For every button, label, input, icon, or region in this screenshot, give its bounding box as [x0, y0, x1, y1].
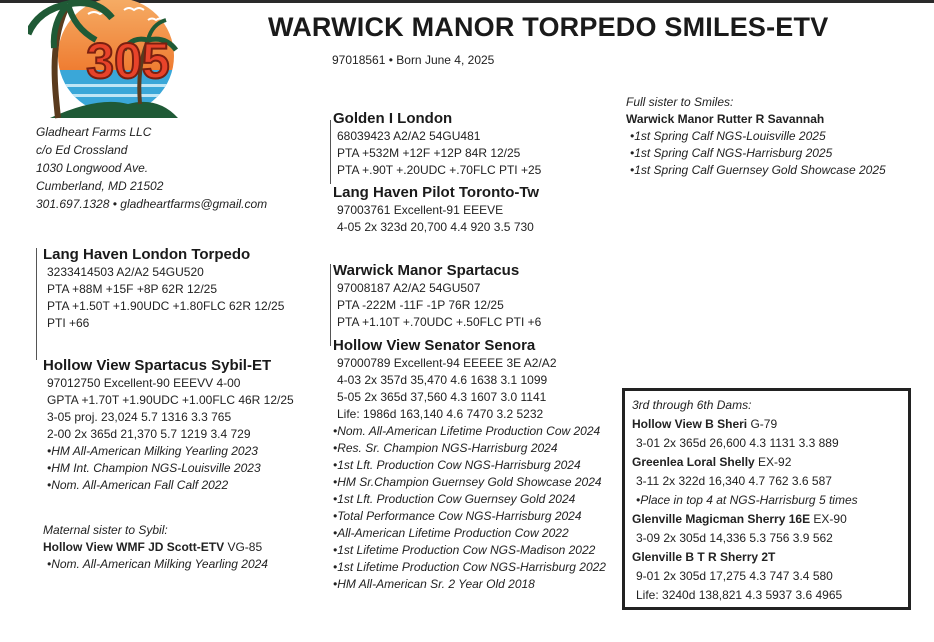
sire-info: 3233414503 A2/A2 54GU520 [47, 265, 204, 279]
sire-sire-info: PTA +.90T +.20UDC +.70FLC PTI +25 [337, 163, 542, 177]
dam-dam-name: Hollow View Senator Senora [333, 337, 536, 354]
dam-block [43, 357, 294, 494]
dams-box-entry-name: Glenville B T R Sherry 2T [632, 550, 776, 564]
dam-dam-record: 5-05 2x 365d 37,560 4.3 1607 3.0 1141 [337, 390, 547, 404]
full-sister-name: Warwick Manor Rutter R Savannah [626, 112, 825, 126]
dam-dam-honor: •HM Sr.Champion Guernsey Gold Showcase 2024 [333, 475, 602, 489]
dam-dam-info: 97000789 Excellent-94 EEEEE 3E A2/A2 [337, 356, 557, 370]
dam-dam-record: 4-03 2x 357d 35,470 4.6 1638 3.1 1099 [337, 373, 548, 387]
pedigree-bracket [330, 120, 331, 184]
dam-dam-honor: •Res. Sr. Champion NGS-Harrisburg 2024 [333, 441, 558, 455]
full-sister-intro: Full sister to Smiles: [626, 95, 734, 109]
farm-contact: 301.697.1328 • gladheartfarms@gmail.com [36, 197, 268, 211]
dam-honor: •HM Int. Champion NGS-Louisville 2023 [47, 461, 261, 475]
maternal-sister-name: Hollow View WMF JD Scott-ETV [43, 540, 225, 554]
sire-info: PTI +66 [47, 316, 90, 330]
dams-box-entry-name: Hollow View B Sheri [632, 417, 748, 431]
maternal-sister-intro: Maternal sister to Sybil: [43, 523, 168, 537]
dam-dam-honor: •1st Lifetime Production Cow NGS-Harrisburg 2022 [333, 560, 606, 574]
dams-box-record: 3-01 2x 365d 26,600 4.3 1131 3.3 889 [636, 436, 839, 450]
dams-box-record: 3-09 2x 305d 14,336 5.3 756 3.9 562 [636, 531, 833, 545]
dam-honor: •HM All-American Milking Yearling 2023 [47, 444, 258, 458]
animal-id-birthdate: 97018561 • Born June 4, 2025 [332, 53, 495, 67]
dam-dam-honor: •Nom. All-American Lifetime Production Cow 2024 [333, 424, 601, 438]
dams-box-entry-name: Greenlea Loral Shelly [632, 455, 755, 469]
full-sister-block [626, 94, 886, 179]
farm-line: Cumberland, MD 21502 [36, 179, 164, 193]
dams-box-entry-score: G-79 [747, 417, 778, 431]
sire-dam-name: Lang Haven Pilot Toronto-Tw [333, 184, 540, 201]
sire-name: Lang Haven London Torpedo [43, 246, 251, 263]
sire-sire-block [333, 110, 541, 179]
dam-dam-block [333, 337, 606, 593]
logo-text: 305 [86, 33, 170, 89]
sire-dam-block [333, 184, 539, 236]
farm-line: 1030 Longwood Ave. [36, 161, 149, 175]
pedigree-bracket [330, 264, 331, 346]
sire-block [43, 246, 284, 332]
sire-dam-info: 97003761 Excellent-91 EEEVE [337, 203, 504, 217]
dam-dam-honor: •All-American Lifetime Production Cow 2022 [333, 526, 569, 540]
dam-sire-info: PTA +1.10T +.70UDC +.50FLC PTI +6 [337, 315, 542, 329]
dams-box-entry-score: EX-92 [754, 455, 792, 469]
dam-record: 2-00 2x 365d 21,370 5.7 1219 3.4 729 [47, 427, 251, 441]
maternal-sister-honor: •Nom. All-American Milking Yearling 2024 [47, 557, 268, 571]
dam-name: Hollow View Spartacus Sybil-ET [43, 357, 272, 374]
farm-logo [28, 0, 188, 122]
dam-sire-block [333, 262, 541, 331]
dam-dam-honor: •1st Lft. Production Cow Guernsey Gold 2024 [333, 492, 576, 506]
dam-sire-name: Warwick Manor Spartacus [333, 262, 520, 279]
dams-box-honor: •Place in top 4 at NGS-Harrisburg 5 times [636, 493, 858, 507]
dam-dam-record: Life: 1986d 163,140 4.6 7470 3.2 5232 [337, 407, 544, 421]
full-sister-honor: •1st Spring Calf NGS-Harrisburg 2025 [630, 146, 833, 160]
dam-dam-honor: •HM All-American Sr. 2 Year Old 2018 [333, 577, 535, 591]
farm-address [36, 123, 267, 213]
dam-dam-honor: •1st Lifetime Production Cow NGS-Madison 2022 [333, 543, 596, 557]
dam-dam-honor: •1st Lft. Production Cow NGS-Harrisburg 2024 [333, 458, 581, 472]
pedigree-bracket [36, 248, 37, 360]
dam-dam-honor: •Total Performance Cow NGS-Harrisburg 2024 [333, 509, 582, 523]
dam-info: GPTA +1.70T +1.90UDC +1.00FLC 46R 12/25 [47, 393, 294, 407]
maternal-sister-score: VG-85 [224, 540, 263, 554]
sire-info: PTA +88M +15F +8P 62R 12/25 [47, 282, 218, 296]
sire-sire-name: Golden I London [333, 110, 453, 127]
sire-sire-info: PTA +532M +12F +12P 84R 12/25 [337, 146, 521, 160]
dams-box-record: 3-11 2x 322d 16,340 4.7 762 3.6 587 [636, 474, 832, 488]
dams-box-entry-score: EX-90 [810, 512, 847, 526]
full-sister-honor: •1st Spring Calf NGS-Louisville 2025 [630, 129, 826, 143]
dams-box-heading: 3rd through 6th Dams: [632, 398, 752, 412]
dam-sire-info: 97008187 A2/A2 54GU507 [337, 281, 481, 295]
farm-line: c/o Ed Crossland [36, 143, 128, 157]
farm-line: Gladheart Farms LLC [36, 125, 152, 139]
sire-sire-info: 68039423 A2/A2 54GU481 [337, 129, 481, 143]
dam-record: 3-05 proj. 23,024 5.7 1316 3.3 765 [47, 410, 232, 424]
dam-honor: •Nom. All-American Fall Calf 2022 [47, 478, 229, 492]
full-sister-honor: •1st Spring Calf Guernsey Gold Showcase 2025 [630, 163, 886, 177]
dams-box-record: Life: 3240d 138,821 4.3 5937 3.6 4965 [636, 588, 843, 602]
dam-info: 97012750 Excellent-90 EEEVV 4-00 [47, 376, 241, 390]
dam-sire-info: PTA -222M -11F -1P 76R 12/25 [337, 298, 504, 312]
dams-box [622, 388, 911, 610]
dams-box-record: 9-01 2x 305d 17,275 4.3 747 3.4 580 [636, 569, 833, 583]
sire-info: PTA +1.50T +1.90UDC +1.80FLC 62R 12/25 [47, 299, 285, 313]
sire-dam-record: 4-05 2x 323d 20,700 4.4 920 3.5 730 [337, 220, 534, 234]
dams-box-entry-name: Glenville Magicman Sherry 16E [632, 512, 811, 526]
maternal-sister-block [43, 522, 268, 573]
page-title: WARWICK MANOR TORPEDO SMILES-ETV [268, 12, 829, 42]
